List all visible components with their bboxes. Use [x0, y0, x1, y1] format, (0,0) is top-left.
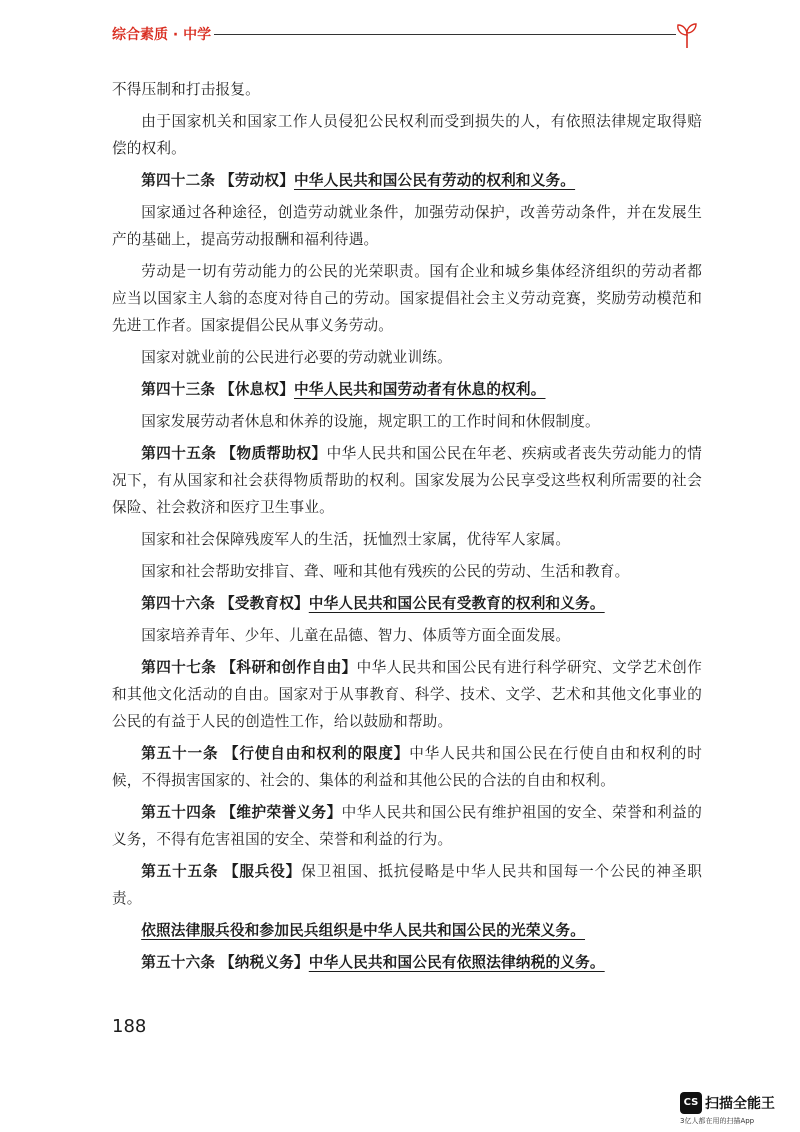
article-number: 第四十六条 [141, 595, 216, 612]
article-number: 第五十五条 [141, 863, 219, 880]
article-tag: 【科研和创作自由】 [221, 659, 357, 676]
article-number: 第四十二条 [141, 172, 216, 189]
article-tag: 【受教育权】 [220, 595, 309, 612]
article-number: 第五十四条 [141, 804, 217, 821]
page-number: 188 [112, 1016, 147, 1037]
article-paragraph [112, 167, 702, 194]
article-tag: 【行使自由和权利的限度】 [223, 745, 410, 762]
article-text: 中华人民共和国公民有劳动的权利和义务。 [294, 172, 576, 189]
article-paragraph [112, 654, 702, 735]
scanner-watermark [680, 1092, 795, 1126]
article-text: 中华人民共和国劳动者有休息的权利。 [294, 381, 546, 398]
paragraph: 国家对就业前的公民进行必要的劳动就业训练。 [141, 349, 452, 366]
header-rule [214, 34, 676, 35]
article-paragraph [112, 376, 702, 403]
paragraph: 国家发展劳动者休息和休养的设施，规定职工的工作时间和休假制度。 [141, 413, 600, 430]
header-title: 综合素质 · 中学 [112, 27, 212, 43]
article-tag: 【维护荣誉义务】 [221, 804, 342, 821]
watermark-tagline: 3亿人都在用的扫描App [680, 1117, 755, 1125]
article-tag: 【物质帮助权】 [221, 445, 327, 462]
article-text: 保卫祖国、抵抗侵略是中华人民共和国每一个公民的神圣职责。 [112, 863, 702, 907]
article-paragraph [112, 858, 702, 912]
article-text: 中华人民共和国公民有依照法律纳税的义务。 [308, 954, 605, 971]
article-number: 第五十六条 [141, 954, 216, 971]
article-text: 中华人民共和国公民有进行科学研究、文学艺术创作和其他文化活动的自由。国家对于从事教育、科学、技术、文学、艺术和其他文化事业的公民的有益于人民的创造性工作，给以鼓励和帮助。 [112, 659, 702, 730]
paragraph: 国家和社会帮助安排盲、聋、哑和其他有残疾的公民的劳动、生活和教育。 [141, 563, 630, 580]
paragraph: 国家通过各种途径，创造劳动就业条件，加强劳动保护，改善劳动条件，并在发展生产的基础上，提高劳动报酬和福利待遇。 [112, 204, 702, 248]
article-paragraph [112, 590, 702, 617]
article-number: 第四十三条 [141, 381, 216, 398]
article-tag: 【服兵役】 [223, 863, 302, 880]
page-header [112, 24, 702, 64]
article-text: 中华人民共和国公民有维护祖国的安全、荣誉和利益的义务，不得有危害祖国的安全、荣誉和利益的行为。 [112, 804, 702, 848]
document-body [112, 76, 702, 981]
paragraph: 依照法律服兵役和参加民兵组织是中华人民共和国公民的光荣义务。 [141, 922, 586, 939]
article-number: 第四十五条 [141, 445, 217, 462]
paragraph: 国家和社会保障残废军人的生活，抚恤烈士家属，优待军人家属。 [141, 531, 571, 548]
cs-logo-icon: CS [680, 1092, 702, 1114]
article-tag: 【休息权】 [220, 381, 294, 398]
paragraph: 由于国家机关和国家工作人员侵犯公民权利而受到损失的人，有依照法律规定取得赔偿的权利。 [112, 113, 702, 157]
article-paragraph [112, 949, 702, 976]
article-paragraph [112, 799, 702, 853]
article-text: 中华人民共和国公民在年老、疾病或者丧失劳动能力的情况下，有从国家和社会获得物质帮助的权利。国家发展为公民享受这些权利所需要的社会保险、社会救济和医疗卫生事业。 [112, 445, 702, 516]
sprout-icon [674, 20, 700, 50]
article-number: 第五十一条 [141, 745, 219, 762]
article-paragraph [112, 740, 702, 794]
article-paragraph [112, 440, 702, 521]
article-number: 第四十七条 [141, 659, 217, 676]
paragraph: 劳动是一切有劳动能力的公民的光荣职责。国有企业和城乡集体经济组织的劳动者都应当以国家主人翁的态度对待自己的劳动。国家提倡社会主义劳动竞赛，奖励劳动模范和先进工作者。国家提倡公民从事义务劳动。 [112, 263, 702, 334]
article-text: 中华人民共和国公民有受教育的权利和义务。 [308, 595, 605, 612]
article-tag: 【劳动权】 [220, 172, 294, 189]
watermark-name: 扫描全能王 [705, 1096, 775, 1112]
article-tag: 【纳税义务】 [220, 954, 309, 971]
paragraph: 国家培养青年、少年、儿童在品德、智力、体质等方面全面发展。 [141, 627, 571, 644]
paragraph: 不得压制和打击报复。 [112, 81, 260, 98]
watermark-brand [680, 1092, 795, 1114]
article-text: 中华人民共和国公民在行使自由和权利的时候，不得损害国家的、社会的、集体的利益和其他公民的合法的自由和权利。 [112, 745, 702, 789]
